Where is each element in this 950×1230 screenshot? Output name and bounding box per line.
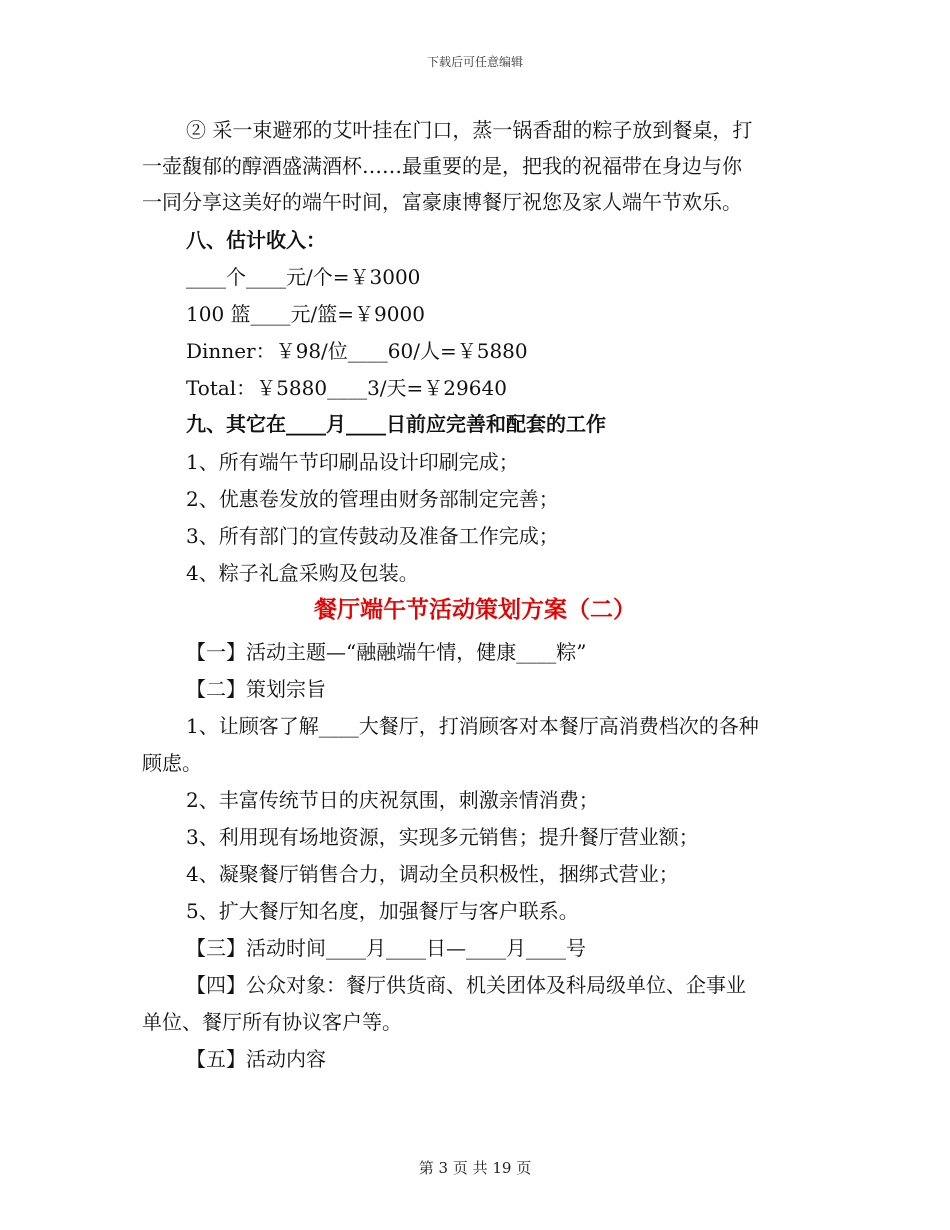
content-heading: 【五】活动内容 — [186, 1047, 326, 1071]
page-number: 第 3 页 共 19 页 — [418, 1159, 532, 1177]
list-item: 1、让顾客了解____大餐厅，打消顾客对本餐厅高消费档次的各种 — [186, 714, 759, 738]
list-item: 1、所有端午节印刷品设计印刷完成； — [186, 450, 519, 474]
list-item: 2、丰富传统节日的庆祝氛围，刺激亲情消费； — [186, 788, 599, 812]
document-title: 餐厅端午节活动策划方案（二） — [314, 596, 636, 623]
paragraph-line: 一壶馥郁的醇酒盛满酒杯……最重要的是，把我的祝福带在身边与你 — [142, 154, 742, 178]
audience-line: 【四】公众对象：餐厅供货商、机关团体及科局级单位、企事业 — [186, 973, 746, 997]
income-item: 100 篮____元/篮=￥9000 — [186, 302, 425, 326]
section-heading-9: 九、其它在____月____日前应完善和配套的工作 — [186, 412, 606, 436]
time-line: 【三】活动时间____月____日—____月____号 — [186, 936, 586, 960]
list-item: 3、所有部门的宣传鼓动及准备工作完成； — [186, 524, 559, 548]
page-header-note: 下载后可任意编辑 — [426, 55, 523, 69]
list-item: 5、扩大餐厅知名度，加强餐厅与客户联系。 — [186, 899, 579, 923]
paragraph-line: ② 采一束避邪的艾叶挂在门口，蒸一锅香甜的粽子放到餐桌，打 — [186, 118, 753, 142]
paragraph-line: 一同分享这美好的端午时间，富豪康博餐厅祝您及家人端午节欢乐。 — [142, 190, 742, 214]
list-item: 3、利用现有场地资源，实现多元销售；提升餐厅营业额； — [186, 825, 699, 849]
section-heading-8: 八、估计收入： — [186, 228, 326, 252]
purpose-heading: 【二】策划宗旨 — [186, 677, 326, 701]
list-item-continuation: 顾虑。 — [142, 751, 202, 775]
income-item: ____个____元/个=￥3000 — [186, 265, 421, 289]
income-item: Total：￥5880____3/天=￥29640 — [186, 376, 507, 400]
theme-line: 【一】活动主题—“融融端午情，健康____粽” — [186, 640, 587, 664]
list-item: 2、优惠卷发放的管理由财务部制定完善； — [186, 487, 559, 511]
audience-line-continuation: 单位、餐厅所有协议客户等。 — [142, 1010, 402, 1034]
income-item: Dinner：￥98/位____60/人=￥5880 — [186, 339, 528, 363]
list-item: 4、凝聚餐厅销售合力，调动全员积极性，捆绑式营业； — [186, 862, 679, 886]
list-item: 4、粽子礼盒采购及包装。 — [186, 561, 419, 585]
